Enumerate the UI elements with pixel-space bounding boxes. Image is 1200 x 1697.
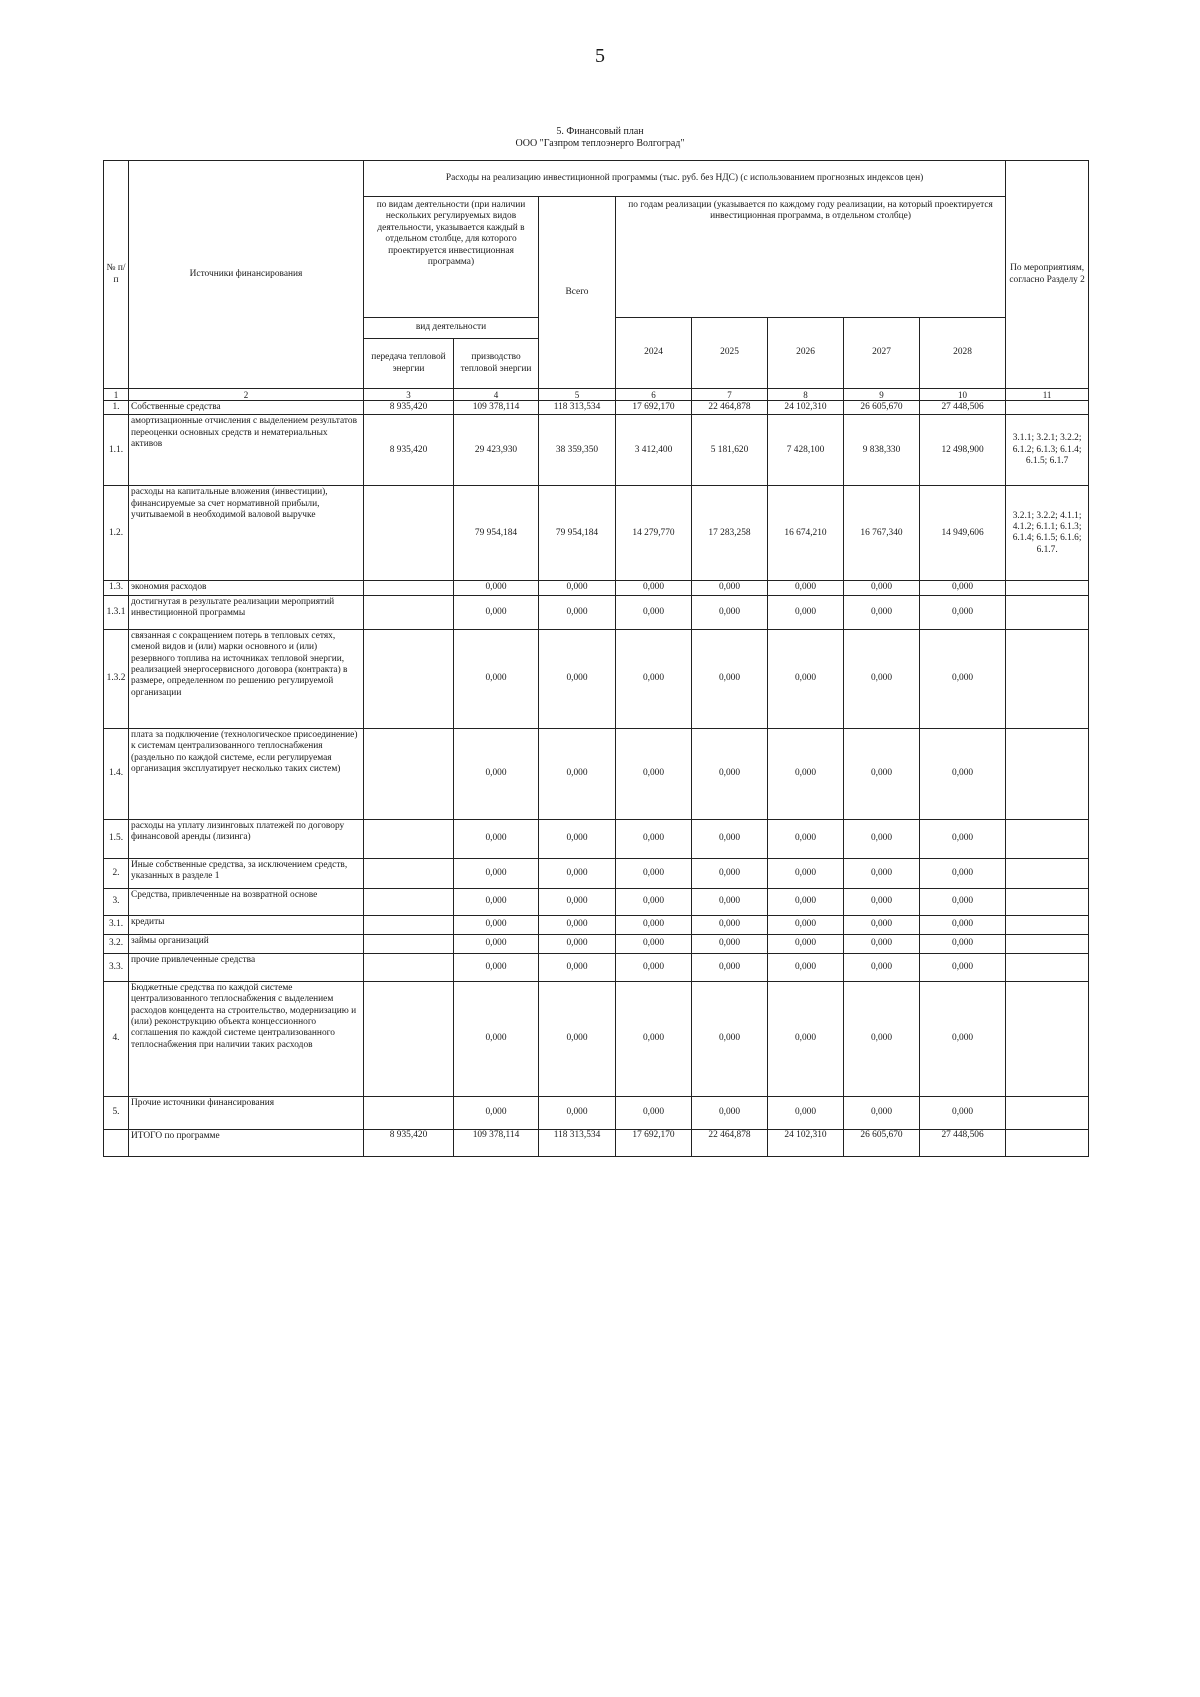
value-cell: 0,000 [454, 1096, 539, 1129]
value-cell: 0,000 [539, 595, 616, 629]
value-cell [364, 981, 454, 1096]
row-measures [1006, 888, 1089, 915]
value-cell: 0,000 [768, 915, 844, 934]
row-measures [1006, 934, 1089, 953]
row-measures [1006, 1129, 1089, 1156]
value-cell: 0,000 [920, 595, 1006, 629]
value-cell: 0,000 [616, 819, 692, 858]
value-cell [364, 595, 454, 629]
header-activity-type: вид деятельности [364, 318, 539, 339]
value-cell: 24 102,310 [768, 401, 844, 415]
value-cell [364, 629, 454, 728]
value-cell: 27 448,506 [920, 1129, 1006, 1156]
header-year: 2028 [920, 318, 1006, 389]
row-source-name: Бюджетные средства по каждой системе централизованного теплоснабжения с выделением расходов концедента на строительство, модернизацию и (или) реконструкцию объекта концессионного соглашения по каждой системе централизованного теплоснабжения при наличии таких расходов [129, 981, 364, 1096]
header-measures: По мероприятиям, согласно Разделу 2 [1006, 161, 1089, 389]
value-cell: 0,000 [844, 629, 920, 728]
value-cell: 0,000 [539, 888, 616, 915]
value-cell: 0,000 [616, 1096, 692, 1129]
value-cell: 0,000 [768, 581, 844, 595]
row-number: 1.3.2 [104, 629, 129, 728]
value-cell: 27 448,506 [920, 401, 1006, 415]
value-cell: 118 313,534 [539, 1129, 616, 1156]
value-cell: 109 378,114 [454, 1129, 539, 1156]
title-line-1: 5. Финансовый план [556, 126, 644, 137]
table-row [104, 595, 1089, 629]
row-measures: 3.1.1; 3.2.1; 3.2.2; 6.1.2; 6.1.3; 6.1.4; 6.1.5; 6.1.7 [1006, 415, 1089, 486]
row-source-name: кредиты [129, 915, 364, 934]
header-year: 2024 [616, 318, 692, 389]
column-number: 6 [616, 389, 692, 401]
column-number: 5 [539, 389, 616, 401]
value-cell: 0,000 [920, 581, 1006, 595]
value-cell: 0,000 [539, 858, 616, 888]
table-row [104, 728, 1089, 819]
value-cell: 5 181,620 [692, 415, 768, 486]
value-cell: 0,000 [844, 595, 920, 629]
row-number: 1.3.1 [104, 595, 129, 629]
value-cell: 0,000 [920, 728, 1006, 819]
value-cell: 0,000 [768, 819, 844, 858]
row-source-name: Собственные средства [129, 401, 364, 415]
value-cell: 0,000 [844, 953, 920, 981]
value-cell: 0,000 [692, 819, 768, 858]
value-cell: 0,000 [920, 888, 1006, 915]
value-cell: 0,000 [844, 915, 920, 934]
value-cell: 0,000 [844, 728, 920, 819]
value-cell: 0,000 [768, 728, 844, 819]
row-source-name: расходы на капитальные вложения (инвестиции), финансируемые за счет нормативной прибыли, учитываемой в необходимой валовой выручке [129, 486, 364, 581]
row-measures [1006, 595, 1089, 629]
title-line-2: ООО "Газпром теплоэнерго Волгоград" [515, 138, 685, 149]
table-row [104, 1129, 1089, 1156]
value-cell [364, 581, 454, 595]
column-number: 1 [104, 389, 129, 401]
column-number: 3 [364, 389, 454, 401]
value-cell [364, 819, 454, 858]
row-source-name: прочие привлеченные средства [129, 953, 364, 981]
header-total: Всего [539, 197, 616, 389]
value-cell: 17 692,170 [616, 1129, 692, 1156]
value-cell [364, 858, 454, 888]
row-number: 1.4. [104, 728, 129, 819]
value-cell: 7 428,100 [768, 415, 844, 486]
row-source-name: ИТОГО по программе [129, 1129, 364, 1156]
column-number: 8 [768, 389, 844, 401]
table-row [104, 934, 1089, 953]
value-cell: 0,000 [844, 1096, 920, 1129]
value-cell: 29 423,930 [454, 415, 539, 486]
header-expenses: Расходы на реализацию инвестиционной программы (тыс. руб. без НДС) (с использованием прогнозных индексов цен) [364, 161, 1006, 197]
row-measures: 3.2.1; 3.2.2; 4.1.1; 4.1.2; 6.1.1; 6.1.3; 6.1.4; 6.1.5; 6.1.6; 6.1.7. [1006, 486, 1089, 581]
value-cell: 0,000 [920, 915, 1006, 934]
value-cell: 0,000 [616, 981, 692, 1096]
value-cell: 109 378,114 [454, 401, 539, 415]
value-cell: 0,000 [768, 629, 844, 728]
value-cell: 26 605,670 [844, 401, 920, 415]
value-cell: 0,000 [616, 728, 692, 819]
row-number: 3.1. [104, 915, 129, 934]
table-row [104, 486, 1089, 581]
value-cell: 0,000 [692, 581, 768, 595]
row-measures [1006, 981, 1089, 1096]
value-cell: 24 102,310 [768, 1129, 844, 1156]
value-cell: 0,000 [844, 888, 920, 915]
row-number: 1.5. [104, 819, 129, 858]
document-title [0, 126, 1200, 150]
column-number: 2 [129, 389, 364, 401]
row-source-name: Прочие источники финансирования [129, 1096, 364, 1129]
value-cell: 0,000 [454, 934, 539, 953]
table-row [104, 819, 1089, 858]
value-cell: 0,000 [539, 953, 616, 981]
value-cell: 0,000 [768, 595, 844, 629]
column-number: 11 [1006, 389, 1089, 401]
table-row [104, 1096, 1089, 1129]
header-production: призводство тепловой энергии [454, 339, 539, 389]
row-number: 3.2. [104, 934, 129, 953]
row-source-name: экономия расходов [129, 581, 364, 595]
value-cell: 118 313,534 [539, 401, 616, 415]
value-cell: 0,000 [616, 888, 692, 915]
value-cell: 0,000 [920, 1096, 1006, 1129]
value-cell [364, 486, 454, 581]
value-cell: 9 838,330 [844, 415, 920, 486]
table-row [104, 401, 1089, 415]
row-measures [1006, 629, 1089, 728]
column-number: 7 [692, 389, 768, 401]
header-transmission: передача тепловой энергии [364, 339, 454, 389]
value-cell: 0,000 [539, 728, 616, 819]
row-measures [1006, 728, 1089, 819]
value-cell: 0,000 [454, 819, 539, 858]
value-cell: 0,000 [692, 629, 768, 728]
value-cell: 8 935,420 [364, 1129, 454, 1156]
value-cell: 0,000 [768, 981, 844, 1096]
table-row [104, 915, 1089, 934]
value-cell [364, 1096, 454, 1129]
table-row [104, 981, 1089, 1096]
value-cell: 0,000 [844, 981, 920, 1096]
financial-plan-table [103, 160, 1089, 1157]
row-measures [1006, 1096, 1089, 1129]
value-cell: 0,000 [844, 819, 920, 858]
value-cell: 17 283,258 [692, 486, 768, 581]
value-cell: 0,000 [844, 858, 920, 888]
value-cell: 0,000 [768, 934, 844, 953]
row-source-name: Средства, привлеченные на возвратной основе [129, 888, 364, 915]
value-cell: 0,000 [454, 595, 539, 629]
row-number: 1.1. [104, 415, 129, 486]
page-number: 5 [595, 45, 605, 67]
row-source-name: достигнутая в результате реализации мероприятий инвестиционной программы [129, 595, 364, 629]
header-year: 2027 [844, 318, 920, 389]
value-cell: 0,000 [920, 629, 1006, 728]
value-cell: 0,000 [768, 858, 844, 888]
value-cell: 22 464,878 [692, 401, 768, 415]
value-cell: 0,000 [454, 953, 539, 981]
value-cell: 0,000 [692, 981, 768, 1096]
value-cell: 0,000 [844, 581, 920, 595]
value-cell: 22 464,878 [692, 1129, 768, 1156]
value-cell [364, 953, 454, 981]
value-cell: 0,000 [616, 581, 692, 595]
table-row [104, 888, 1089, 915]
value-cell: 0,000 [454, 888, 539, 915]
value-cell: 0,000 [844, 934, 920, 953]
value-cell: 0,000 [539, 981, 616, 1096]
value-cell: 0,000 [920, 934, 1006, 953]
row-measures [1006, 858, 1089, 888]
row-source-name: амортизационные отчисления с выделением результатов переоценки основных средств и нематериальных активов [129, 415, 364, 486]
header-year: 2025 [692, 318, 768, 389]
value-cell: 0,000 [920, 981, 1006, 1096]
value-cell: 38 359,350 [539, 415, 616, 486]
value-cell: 0,000 [539, 819, 616, 858]
value-cell: 0,000 [692, 728, 768, 819]
header-by-years: по годам реализации (указывается по каждому году реализации, на который проектируется инвестиционная программа, в отдельном столбце) [616, 197, 1006, 318]
row-number: 2. [104, 858, 129, 888]
value-cell: 0,000 [616, 629, 692, 728]
value-cell: 12 498,900 [920, 415, 1006, 486]
value-cell: 0,000 [539, 629, 616, 728]
row-measures [1006, 915, 1089, 934]
table-row [104, 581, 1089, 595]
value-cell: 0,000 [539, 581, 616, 595]
row-number: 4. [104, 981, 129, 1096]
row-source-name: расходы на уплату лизинговых платежей по договору финансовой аренды (лизинга) [129, 819, 364, 858]
value-cell: 0,000 [616, 858, 692, 888]
value-cell: 0,000 [692, 888, 768, 915]
value-cell [364, 728, 454, 819]
row-number: 3.3. [104, 953, 129, 981]
header-sources: Источники финансирования [129, 161, 364, 389]
value-cell: 0,000 [454, 581, 539, 595]
header-year: 2026 [768, 318, 844, 389]
row-measures [1006, 401, 1089, 415]
value-cell: 0,000 [768, 888, 844, 915]
value-cell: 0,000 [920, 819, 1006, 858]
table-row [104, 629, 1089, 728]
value-cell: 0,000 [692, 953, 768, 981]
value-cell: 0,000 [920, 858, 1006, 888]
value-cell: 0,000 [692, 915, 768, 934]
row-source-name: Иные собственные средства, за исключением средств, указанных в разделе 1 [129, 858, 364, 888]
row-source-name: связанная с сокращением потерь в тепловых сетях, сменой видов и (или) марки основного и (или) резервного топлива на источниках тепловой энергии, реализацией энергосервисного договора (контракта) в размере, определенном по решению регулируемой организации [129, 629, 364, 728]
row-number [104, 1129, 129, 1156]
row-measures [1006, 581, 1089, 595]
table-row [104, 858, 1089, 888]
value-cell: 16 767,340 [844, 486, 920, 581]
value-cell: 79 954,184 [454, 486, 539, 581]
row-number: 1.3. [104, 581, 129, 595]
value-cell: 14 279,770 [616, 486, 692, 581]
value-cell: 3 412,400 [616, 415, 692, 486]
row-number: 1.2. [104, 486, 129, 581]
value-cell: 0,000 [616, 595, 692, 629]
value-cell: 0,000 [692, 595, 768, 629]
value-cell: 0,000 [692, 858, 768, 888]
value-cell: 0,000 [454, 858, 539, 888]
row-measures [1006, 953, 1089, 981]
value-cell: 0,000 [768, 1096, 844, 1129]
value-cell: 14 949,606 [920, 486, 1006, 581]
value-cell: 0,000 [616, 915, 692, 934]
value-cell: 0,000 [616, 934, 692, 953]
value-cell [364, 915, 454, 934]
value-cell: 0,000 [454, 728, 539, 819]
row-measures [1006, 819, 1089, 858]
column-number: 4 [454, 389, 539, 401]
row-number: 3. [104, 888, 129, 915]
value-cell: 0,000 [616, 953, 692, 981]
value-cell: 8 935,420 [364, 415, 454, 486]
row-number: 5. [104, 1096, 129, 1129]
value-cell: 0,000 [692, 934, 768, 953]
value-cell: 0,000 [539, 915, 616, 934]
value-cell: 0,000 [454, 629, 539, 728]
value-cell: 0,000 [454, 981, 539, 1096]
value-cell: 0,000 [539, 1096, 616, 1129]
header-num: № п/п [104, 161, 129, 389]
value-cell: 17 692,170 [616, 401, 692, 415]
value-cell: 0,000 [768, 953, 844, 981]
value-cell: 79 954,184 [539, 486, 616, 581]
value-cell: 0,000 [692, 1096, 768, 1129]
value-cell [364, 934, 454, 953]
header-by-activity: по видам деятельности (при наличии нескольких регулируемых видов деятельности, указывается каждый в отдельном столбце, для которого проектируется инвестиционная программа) [364, 197, 539, 318]
value-cell: 26 605,670 [844, 1129, 920, 1156]
row-source-name: займы организаций [129, 934, 364, 953]
table-row [104, 415, 1089, 486]
value-cell: 0,000 [920, 953, 1006, 981]
value-cell: 8 935,420 [364, 401, 454, 415]
value-cell: 0,000 [539, 934, 616, 953]
table-row [104, 953, 1089, 981]
column-number: 10 [920, 389, 1006, 401]
column-number: 9 [844, 389, 920, 401]
row-number: 1. [104, 401, 129, 415]
value-cell [364, 888, 454, 915]
value-cell: 16 674,210 [768, 486, 844, 581]
value-cell: 0,000 [454, 915, 539, 934]
row-source-name: плата за подключение (технологическое присоединение) к системам централизованного теплоснабжения (раздельно по каждой системе, если регулируемая организация эксплуатирует несколько таких систем) [129, 728, 364, 819]
